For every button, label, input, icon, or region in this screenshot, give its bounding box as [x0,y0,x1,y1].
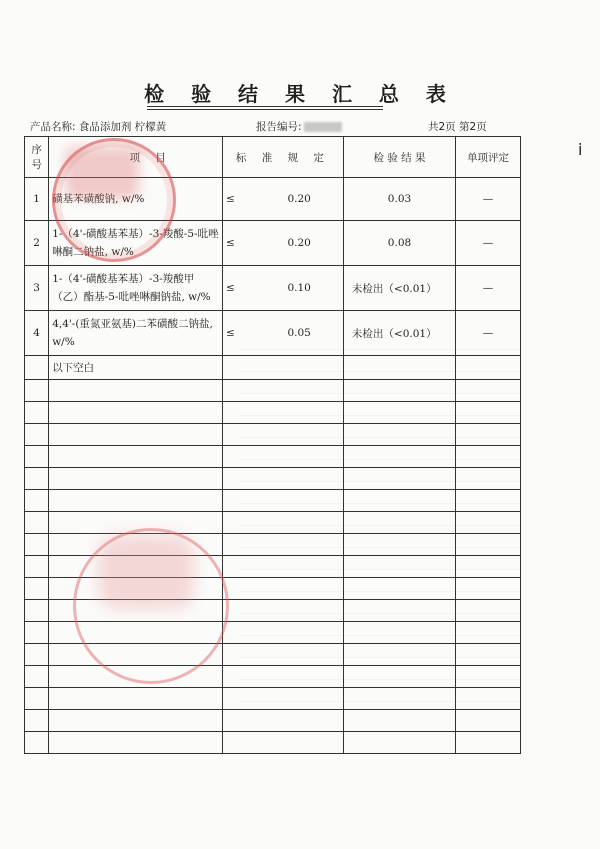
empty-cell [222,556,255,578]
empty-cell [255,622,343,644]
redacted-report-number [304,122,342,132]
empty-cell [222,622,255,644]
header-result: 检 验 结 果 [343,137,455,178]
empty-cell [343,688,455,710]
empty-cell [255,534,343,556]
empty-cell [222,578,255,600]
empty-cell [456,490,521,512]
empty-cell [456,468,521,490]
empty-cell [25,512,49,534]
empty-cell [456,666,521,688]
empty-cell [343,666,455,688]
empty-table-row [25,666,521,688]
empty-cell [49,446,223,468]
empty-cell [343,556,455,578]
row-symbol: ≤ [222,311,255,356]
empty-cell [49,622,223,644]
empty-cell [456,446,521,468]
row-eval: — [456,178,521,221]
row-eval: — [456,311,521,356]
empty-table-row [25,402,521,424]
empty-cell [255,666,343,688]
empty-cell [456,622,521,644]
table-row [25,178,521,221]
empty-cell [255,688,343,710]
product-label: 产品名称: [30,121,76,133]
empty-cell [456,600,521,622]
empty-cell [25,468,49,490]
header-standard: 标 准 规 定 [222,137,343,178]
empty-cell [25,666,49,688]
empty-cell [49,666,223,688]
product-name: 食品添加剂 柠檬黄 [78,121,167,133]
edge-mark: i [578,140,583,159]
empty-cell [25,688,49,710]
results-table [24,136,521,754]
row-item: 磺基苯磺酸钠, w/% [49,178,223,221]
empty-cell [49,402,223,424]
empty-cell [343,356,455,380]
empty-cell [343,622,455,644]
empty-cell [25,710,49,732]
empty-cell [255,380,343,402]
row-symbol: ≤ [222,178,255,221]
row-eval: — [456,221,521,266]
empty-cell [25,356,49,380]
empty-cell [456,402,521,424]
empty-cell [222,600,255,622]
empty-cell [343,402,455,424]
row-no: 1 [25,178,49,221]
empty-cell [222,490,255,512]
row-limit: 0.10 [255,266,343,311]
header-no: 序号 [25,137,49,178]
empty-cell [25,644,49,666]
empty-cell [255,468,343,490]
empty-cell [456,578,521,600]
empty-cell [343,710,455,732]
table-header-row [25,137,521,178]
empty-cell [49,380,223,402]
empty-cell [49,468,223,490]
empty-cell [343,600,455,622]
row-item: 1-（4'-磺酸基苯基）-3-羧酸-5-吡唑啉酮二钠盐, w/% [49,221,223,266]
empty-cell [255,732,343,754]
empty-table-row [25,446,521,468]
empty-cell [49,644,223,666]
empty-cell [25,380,49,402]
empty-table-row [25,710,521,732]
empty-cell [222,380,255,402]
empty-cell [222,356,255,380]
empty-cell [456,732,521,754]
empty-cell [49,534,223,556]
document-title: 检 验 结 果 汇 总 表 [144,82,456,106]
empty-table-row [25,644,521,666]
empty-cell [222,468,255,490]
row-eval: — [456,266,521,311]
empty-cell [222,512,255,534]
empty-table-row [25,688,521,710]
empty-cell [255,710,343,732]
empty-cell [255,446,343,468]
blank-note: 以下空白 [49,356,223,380]
row-limit: 0.20 [255,178,343,221]
empty-cell [343,578,455,600]
row-limit: 0.20 [255,221,343,266]
empty-cell [255,600,343,622]
empty-cell [222,644,255,666]
empty-cell [222,446,255,468]
empty-cell [343,380,455,402]
product-name-line [30,119,166,134]
empty-cell [25,446,49,468]
empty-cell [49,490,223,512]
empty-cell [25,402,49,424]
empty-cell [49,732,223,754]
empty-cell [49,600,223,622]
row-no: 2 [25,221,49,266]
empty-cell [343,644,455,666]
empty-cell [255,356,343,380]
empty-cell [456,534,521,556]
empty-cell [255,424,343,446]
empty-table-row [25,578,521,600]
empty-cell [222,666,255,688]
empty-cell [343,424,455,446]
empty-table-row [25,600,521,622]
row-result: 未检出（<0.01） [343,311,455,356]
empty-cell [49,578,223,600]
empty-cell [456,644,521,666]
empty-cell [255,556,343,578]
empty-cell [456,710,521,732]
empty-cell [25,556,49,578]
blank-note-row [25,356,521,380]
empty-cell [25,622,49,644]
row-no: 3 [25,266,49,311]
empty-cell [343,490,455,512]
header-eval: 单项评定 [456,137,521,178]
empty-cell [255,512,343,534]
empty-table-row [25,424,521,446]
table-row [25,311,521,356]
empty-cell [456,512,521,534]
empty-cell [25,424,49,446]
empty-cell [222,710,255,732]
empty-table-row [25,534,521,556]
row-result: 0.03 [343,178,455,221]
empty-cell [343,732,455,754]
empty-cell [255,578,343,600]
empty-table-row [25,380,521,402]
empty-table-row [25,468,521,490]
empty-cell [49,710,223,732]
empty-cell [25,732,49,754]
empty-cell [25,600,49,622]
empty-cell [255,402,343,424]
empty-rows [25,380,521,754]
empty-cell [343,468,455,490]
report-no-label: 报告编号: [256,121,302,133]
row-item: 1-（4'-磺酸基苯基）-3-羧酸甲（乙）酯基-5-吡唑啉酮钠盐, w/% [49,266,223,311]
empty-cell [343,534,455,556]
empty-table-row [25,490,521,512]
report-number-line [256,119,342,134]
empty-cell [49,424,223,446]
table-row [25,221,521,266]
empty-table-row [25,556,521,578]
empty-cell [25,490,49,512]
empty-cell [49,512,223,534]
empty-cell [456,688,521,710]
empty-cell [456,356,521,380]
empty-cell [25,578,49,600]
page-info: 共2页 第2页 [428,121,487,133]
empty-table-row [25,512,521,534]
empty-cell [456,424,521,446]
table-row [25,266,521,311]
empty-cell [25,534,49,556]
empty-table-row [25,622,521,644]
empty-cell [222,732,255,754]
empty-cell [222,534,255,556]
empty-cell [222,402,255,424]
row-limit: 0.05 [255,311,343,356]
empty-cell [343,512,455,534]
row-result: 未检出（<0.01） [343,266,455,311]
title-underline [147,106,383,110]
row-item: 4,4'-(重氮亚氨基)二苯磺酸二钠盐, w/% [49,311,223,356]
empty-cell [222,424,255,446]
empty-cell [343,446,455,468]
empty-table-row [25,732,521,754]
empty-cell [255,644,343,666]
row-result: 0.08 [343,221,455,266]
empty-cell [255,490,343,512]
row-symbol: ≤ [222,266,255,311]
row-symbol: ≤ [222,221,255,266]
empty-cell [49,688,223,710]
empty-cell [49,556,223,578]
empty-cell [456,380,521,402]
row-no: 4 [25,311,49,356]
header-item: 项 目 [49,137,223,178]
empty-cell [222,688,255,710]
empty-cell [456,556,521,578]
